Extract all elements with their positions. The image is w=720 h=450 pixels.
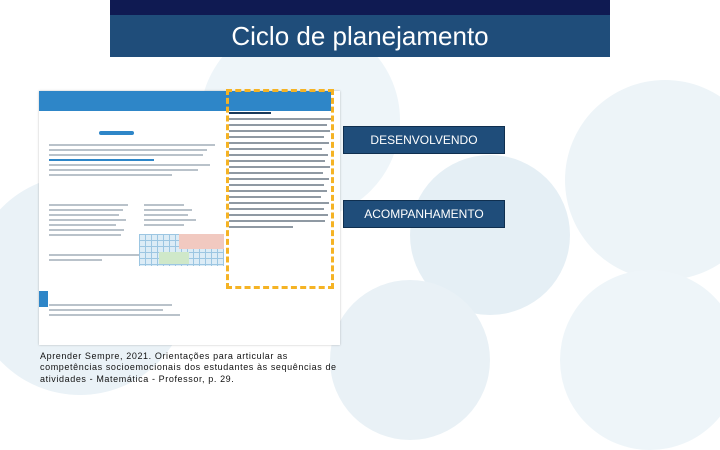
slide-title: Ciclo de planejamento — [231, 21, 489, 51]
title-banner — [110, 0, 610, 57]
document-side-tab — [39, 291, 48, 307]
document-left-page — [49, 121, 224, 326]
document-text-block — [49, 301, 224, 319]
background-circle — [560, 270, 720, 450]
document-grid-figure-shading — [179, 234, 224, 249]
label-monitoring: ACOMPANHAMENTO — [343, 200, 505, 228]
background-circle — [330, 280, 490, 440]
source-caption: Aprender Sempre, 2021. Orientações para articular as competências socioemocionais dos estudantes às sequências de atividades - Matemática - Professor, p. 29. — [40, 351, 337, 384]
title-banner-top-bar — [110, 0, 610, 15]
background-circle — [565, 80, 720, 280]
highlight-dashed-frame — [226, 89, 334, 289]
document-options-list — [144, 201, 224, 229]
document-grid-figure-shading — [159, 252, 189, 264]
section-pill — [99, 131, 134, 135]
label-developing: DESENVOLVENDO — [343, 126, 505, 154]
document-text-block — [49, 141, 224, 179]
